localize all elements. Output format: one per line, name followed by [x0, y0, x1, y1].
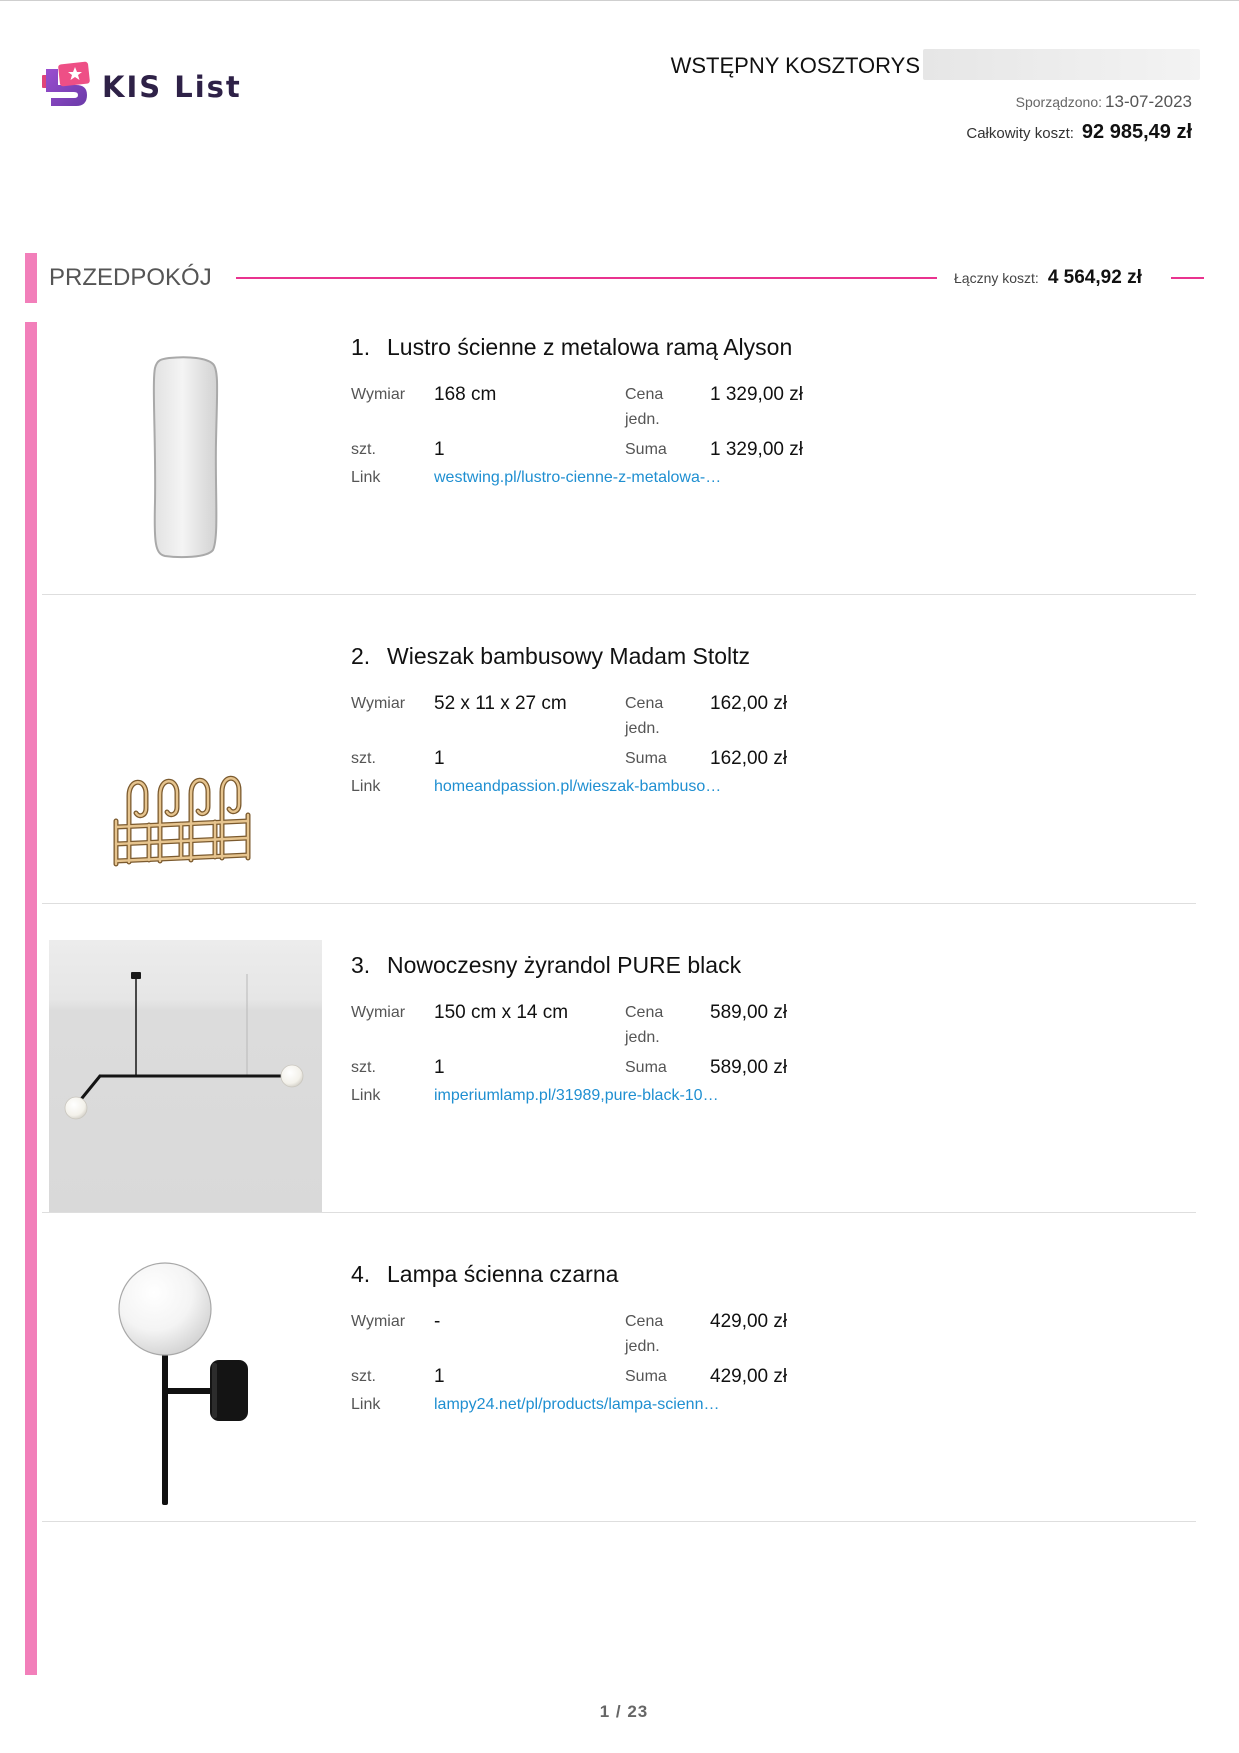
dimension-value: 168 cm — [434, 384, 497, 405]
unit-price-value: 429,00 zł — [710, 1311, 788, 1332]
unit-price-value: 1 329,00 zł — [710, 384, 803, 405]
bulb-right — [281, 1065, 303, 1087]
lamp-arm — [165, 1388, 215, 1394]
dimension-value: - — [434, 1311, 441, 1332]
logo-text: KIS List — [102, 70, 242, 104]
link-label: Link — [351, 1396, 381, 1413]
sum-value: 589,00 zł — [710, 1057, 788, 1078]
created-date: 13-07-2023 — [1105, 92, 1192, 111]
title-redaction-bar — [923, 49, 1200, 80]
section-cost-value: 4 564,92 zł — [1047, 267, 1142, 288]
unit-price-label: Cena jedn. — [625, 386, 664, 428]
item-image — [49, 940, 322, 1212]
item-name: Lampa ścienna czarna — [387, 1261, 619, 1287]
wall-mount-highlight — [212, 1363, 217, 1418]
unit-price-label: Cena jedn. — [625, 1004, 664, 1046]
item-image — [49, 1249, 322, 1521]
section-accent-bar — [25, 253, 37, 303]
list-item — [42, 595, 1196, 904]
product-link[interactable]: westwing.pl/lustro-cienne-z-metalowa-… — [434, 469, 722, 486]
item-title — [351, 332, 792, 362]
dimension-label: Wymiar — [351, 1313, 406, 1330]
item-image — [49, 322, 322, 594]
quantity-value: 1 — [434, 439, 445, 460]
sum-value: 1 329,00 zł — [710, 439, 803, 460]
sum-value: 162,00 zł — [710, 748, 788, 769]
item-title — [351, 950, 741, 980]
item-number: 3. — [351, 952, 371, 978]
total-cost-label: Całkowity koszt: — [966, 125, 1074, 142]
link-label: Link — [351, 1087, 381, 1104]
lamp-stem — [162, 1353, 168, 1505]
sum-label: Suma — [625, 1059, 667, 1076]
unit-price-value: 162,00 zł — [710, 693, 788, 714]
dimension-label: Wymiar — [351, 386, 406, 403]
dimension-label: Wymiar — [351, 695, 406, 712]
mirror-shape — [154, 357, 217, 557]
quantity-value: 1 — [434, 1057, 445, 1078]
list-item — [42, 904, 1196, 1213]
item-number: 2. — [351, 643, 371, 669]
item-list — [42, 286, 1196, 1522]
unit-price-label: Cena jedn. — [625, 1313, 664, 1355]
product-link[interactable]: imperiumlamp.pl/31989,pure-black-10… — [434, 1087, 719, 1104]
bamboo-coat-rack-icon — [49, 631, 322, 903]
section-cost-label: Łączny koszt: — [954, 270, 1039, 286]
link-label: Link — [351, 778, 381, 795]
coat-rack-outline — [116, 778, 248, 864]
sum-value: 429,00 zł — [710, 1366, 788, 1387]
product-link[interactable]: homeandpassion.pl/wieszak-bambuso… — [434, 778, 722, 795]
created-date-line — [1016, 91, 1192, 114]
item-image — [49, 631, 322, 903]
dimension-label: Wymiar — [351, 1004, 406, 1021]
quantity-value: 1 — [434, 1366, 445, 1387]
glass-globe — [119, 1263, 211, 1355]
section-side-bar — [25, 322, 37, 1675]
quantity-label: szt. — [351, 441, 376, 458]
list-item — [42, 1213, 1196, 1522]
black-wall-lamp-icon — [49, 1249, 322, 1521]
created-label: Sporządzono: — [1015, 94, 1103, 110]
company-logo — [42, 60, 242, 114]
quantity-label: szt. — [351, 750, 376, 767]
bulb-left — [65, 1097, 87, 1119]
item-title — [351, 1259, 618, 1289]
dimension-value: 52 x 11 x 27 cm — [434, 693, 567, 714]
quantity-label: szt. — [351, 1059, 376, 1076]
item-number: 1. — [351, 334, 371, 360]
sum-label: Suma — [625, 750, 667, 767]
sum-label: Suma — [625, 441, 667, 458]
quantity-label: szt. — [351, 1368, 376, 1385]
item-name: Nowoczesny żyrandol PURE black — [387, 952, 742, 978]
item-name: Wieszak bambusowy Madam Stoltz — [387, 643, 751, 669]
document-title: WSTĘPNY KOSZTORYS — [670, 53, 920, 78]
unit-price-value: 589,00 zł — [710, 1002, 788, 1023]
pendant-chandelier-icon — [49, 940, 322, 1212]
quantity-value: 1 — [434, 748, 445, 769]
link-label: Link — [351, 469, 381, 486]
page-top-border — [0, 0, 1239, 1]
total-cost-line — [966, 119, 1192, 147]
section-divider-line-end — [1171, 277, 1204, 279]
dimension-value: 150 cm x 14 cm — [434, 1002, 569, 1023]
list-item — [42, 286, 1196, 595]
ceiling-canopy — [131, 972, 141, 979]
item-number: 4. — [351, 1261, 371, 1287]
sum-label: Suma — [625, 1368, 667, 1385]
unit-price-label: Cena jedn. — [625, 695, 664, 737]
item-name: Lustro ścienne z metalowa ramą Alyson — [387, 334, 793, 360]
total-cost-value: 92 985,49 zł — [1081, 121, 1192, 143]
product-link[interactable]: lampy24.net/pl/products/lampa-scienn… — [434, 1396, 720, 1413]
section-divider-line — [236, 277, 937, 279]
section-title: PRZEDPOKÓJ — [49, 264, 212, 291]
logo-mark-icon — [42, 61, 94, 113]
page-number: 1 / 23 — [599, 1702, 649, 1721]
wall-mirror-icon — [49, 322, 322, 594]
item-title — [351, 641, 750, 671]
